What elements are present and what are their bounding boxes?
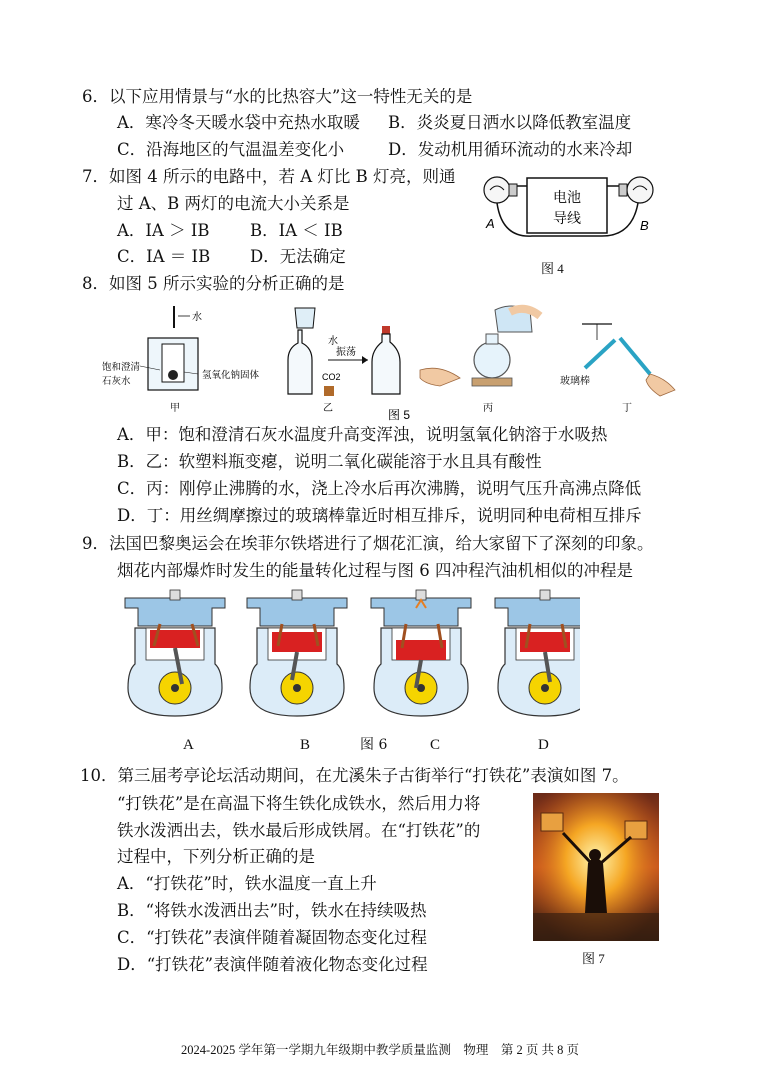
figure-5-jia-beaker xyxy=(102,306,260,414)
jia-water-label: 水 xyxy=(192,312,202,323)
engine-b-diagram xyxy=(247,590,347,716)
yi-shake-label: 振荡 xyxy=(336,347,356,358)
engine-d-diagram xyxy=(495,590,580,716)
yi-caption: 乙 xyxy=(323,403,333,414)
q6-option-b: B．炎炎夏日洒水以降低教室温度 xyxy=(388,113,632,132)
q8-option-d: D．丁：用丝绸摩擦过的玻璃棒靠近时相互排斥，说明同种电荷相互排斥 xyxy=(117,506,642,525)
jia-caption: 甲 xyxy=(170,403,180,414)
ding-rod-label: 玻璃棒 xyxy=(560,376,590,387)
yi-co2-label: CO2 xyxy=(322,372,341,382)
jia-limewater-label-2: 石灰水 xyxy=(102,376,131,387)
lamp-a-icon xyxy=(484,177,517,203)
figure-4-caption: 图 4 xyxy=(541,261,564,276)
q6-option-c: C．沿海地区的气温温差变化小 xyxy=(117,140,345,159)
figure-6-engines xyxy=(120,588,580,720)
ding-caption: 丁 xyxy=(622,403,632,414)
figure-7-photo xyxy=(533,793,659,941)
q7-option-b: B．IA ＜ IB xyxy=(250,221,343,240)
q7-option-d: D．无法确定 xyxy=(250,247,346,266)
figure-4-circuit xyxy=(472,168,662,258)
q10-option-a: A．“打铁花”时，铁水温度一直上升 xyxy=(117,874,377,893)
lamp-b-icon xyxy=(619,177,653,203)
figure-4-label-a: A xyxy=(486,216,495,231)
q10-stem-line1: 10．第三届考亭论坛活动期间，在尤溪朱子古街举行“打铁花”表演如图 7。 xyxy=(80,766,629,785)
q10-stem-line2: “打铁花”是在高温下将生铁化成铁水，然后用力将 xyxy=(117,794,481,813)
q8-option-c: C．丙：刚停止沸腾的水，浇上冷水后再次沸腾，说明气压升高沸点降低 xyxy=(117,479,642,498)
figure-5-experiments xyxy=(100,298,690,423)
figure-6-label-a: A xyxy=(183,737,194,753)
q8-option-b: B．乙：软塑料瓶变瘪，说明二氧化碳能溶于水且具有酸性 xyxy=(117,452,542,471)
q6-stem: 6．以下应用情景与“水的比热容大”这一特性无关的是 xyxy=(82,87,473,106)
figure-6-label-b: B xyxy=(300,737,311,753)
figure-6-label-d: D xyxy=(538,737,549,753)
figure-5-caption: 图 5 xyxy=(388,408,411,422)
q6-option-a: A．寒冷冬天暖水袋中充热水取暖 xyxy=(117,113,360,132)
q8-option-a: A．甲：饱和澄清石灰水温度升高变浑浊，说明氢氧化钠溶于水吸热 xyxy=(117,425,608,444)
engine-a-diagram xyxy=(125,590,225,716)
figure-4-wire-label: 导线 xyxy=(553,210,581,226)
figure-7-caption: 图 7 xyxy=(582,951,605,966)
figure-4-battery-label: 电池 xyxy=(553,189,581,205)
engine-c-diagram xyxy=(371,590,471,716)
q7-option-c: C．IA ＝ IB xyxy=(117,247,211,266)
figure-5-ding-rods xyxy=(560,324,675,414)
q10-option-d: D．“打铁花”表演伴随着液化物态变化过程 xyxy=(117,955,428,974)
page-footer: 2024-2025 学年第一学期九年级期中教学质量监测 物理 第 2 页 共 8 页 xyxy=(181,1043,579,1057)
q7-stem-line1: 7．如图 4 所示的电路中，若 A 灯比 B 灯亮，则通 xyxy=(82,167,456,186)
jia-naoh-label: 氢氧化钠固体 xyxy=(202,370,260,381)
figure-5-bing-flask xyxy=(420,306,540,414)
q8-stem: 8．如图 5 所示实验的分析正确的是 xyxy=(82,274,345,293)
q9-stem-line2: 烟花内部爆炸时发生的能量转化过程与图 6 四冲程汽油机相似的冲程是 xyxy=(117,561,633,580)
q9-stem-line1: 9．法国巴黎奥运会在埃菲尔铁塔进行了烟花汇演，给大家留下了深刻的印象。 xyxy=(82,534,654,553)
figure-6-label-c: C xyxy=(430,737,441,753)
figure-4-label-b: B xyxy=(640,218,649,233)
yi-water-label: 水 xyxy=(328,336,338,347)
q10-option-b: B．“将铁水泼洒出去”时，铁水在持续吸热 xyxy=(117,901,427,920)
q6-option-d: D．发动机用循环流动的水来冷却 xyxy=(388,140,633,159)
figure-5-yi-bottles xyxy=(288,308,400,414)
q10-stem-line3: 铁水泼洒出去，铁水最后形成铁屑。在“打铁花”的 xyxy=(117,821,481,840)
q10-stem-line4: 过程中，下列分析正确的是 xyxy=(117,847,315,866)
q10-option-c: C．“打铁花”表演伴随着凝固物态变化过程 xyxy=(117,928,427,947)
jia-limewater-label-1: 饱和澄清 xyxy=(102,362,141,373)
figure-6-caption: 图 6 xyxy=(360,737,388,753)
bing-caption: 丙 xyxy=(483,403,493,414)
q7-stem-line2: 过 A、B 两灯的电流大小关系是 xyxy=(117,194,350,213)
q7-option-a: A．IA ＞ IB xyxy=(117,221,210,240)
